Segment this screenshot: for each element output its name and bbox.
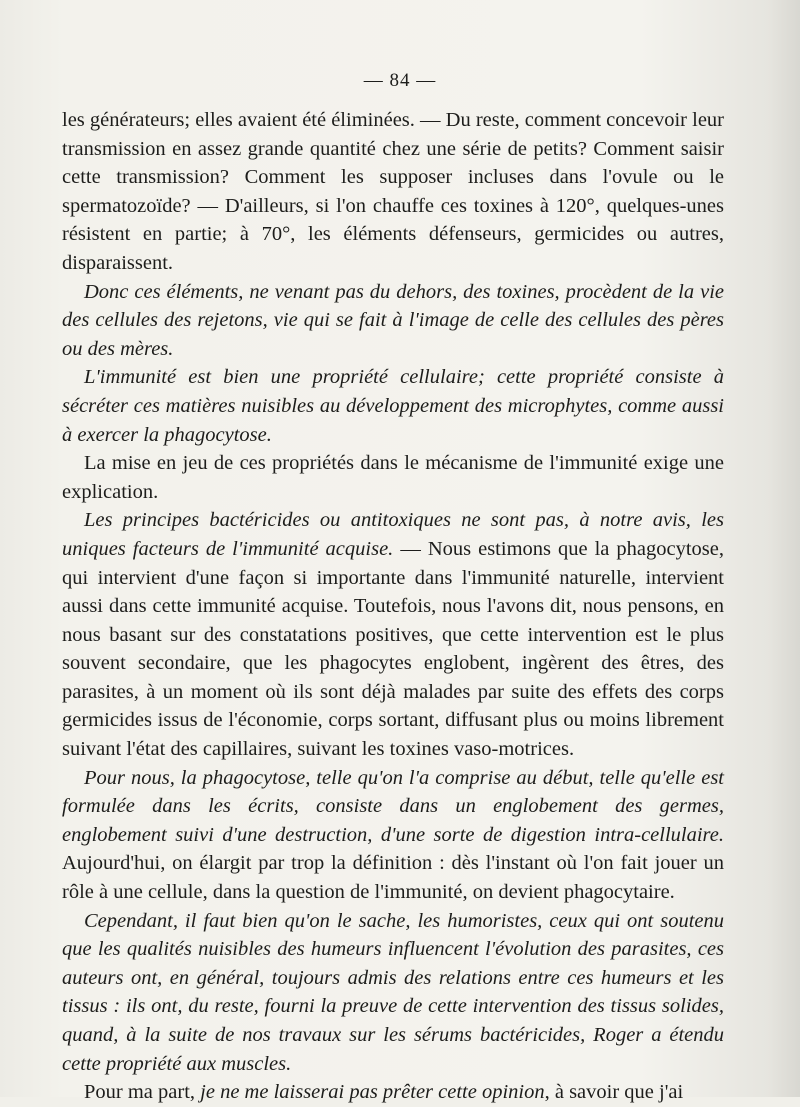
text-segment: les générateurs; elles avaient été éliminées. — Du reste, comment concevoir leur transmission en assez grande quantité chez une série de petits? Comment saisir cette transmission? Comment les supposer incluses dans l'ovule ou le spermatozoïde? — D'ailleurs, si l'on chauffe ces toxines à 120°, quelques-unes résistent en partie; à 70°, les éléments défenseurs, germicides ou autres, disparaissent. [62, 109, 724, 274]
page-number: — 84 — [363, 70, 437, 91]
text-segment: — Nous estimons que la phagocytose, qui intervient d'une façon si importante dans l'immunité naturelle, intervient aussi dans cette immunité acquise. Toutefois, nous l'avons dit, nous pensons, en nous basant sur des constatations positives, que cette intervention est le plus souvent secondaire, que les phagocytes englobent, ingèrent des êtres, des parasites, à un moment où ils sont déjà malades par suite des effets des corps germicides issus de l'économie, corps sortant, diffusant plus ou moins librement suivant l'état des capillaires, suivant les toxines vaso-motrices. [62, 537, 724, 761]
italic-text-segment: Pour nous, la phagocytose, telle qu'on l'a comprise au début, telle qu'elle est formulée dans les écrits, consiste dans un englobement des germes, englobement suivi d'une destruction, d'une sorte de digestion intra-cellulaire. [62, 766, 724, 846]
paragraph [62, 907, 724, 1079]
text-segment: La mise en jeu de ces propriétés dans le mécanisme de l'immunité exige une explication. [62, 452, 724, 503]
italic-text-segment: Cependant, il faut bien qu'on le sache, les humoristes, ceux qui ont soutenu que les qualités nuisibles des humeurs influencent l'évolution des parasites, ces auteurs ont, en général, toujours admis des relations entre ces humeurs et les tissus : ils ont, du reste, fourni la preuve de cette intervention des tissus solides, quand, à la suite de nos travaux sur les sérums bactéricides, Roger a étendu cette propriété aux muscles. [62, 909, 724, 1075]
paragraph [62, 449, 724, 506]
paragraph [62, 1078, 724, 1107]
italic-text-segment: je ne me laisserai pas prêter cette opinion [200, 1081, 545, 1104]
italic-text-segment: Les principes bactéricides ou antitoxiques ne sont pas, à notre avis, les uniques facteurs de l'immunité acquise. [62, 509, 724, 560]
text-segment: Pour ma part, [84, 1081, 201, 1104]
text-segment: Aujourd'hui, on élargit par trop la définition : dès l'instant où l'on fait jouer un rôle à une cellule, dans la question de l'immunité, on devient phagocytaire. [62, 852, 724, 904]
italic-text-segment: L'immunité est bien une propriété cellulaire; cette propriété consiste à sécréter ces matières nuisibles au développement des microphytes, comme aussi à exercer la phagocytose. [62, 366, 724, 446]
text-segment: , à savoir que j'ai [544, 1081, 684, 1104]
page-body [62, 106, 724, 1107]
paragraph [62, 363, 724, 449]
paragraph [62, 506, 724, 763]
paragraph [62, 106, 724, 278]
paragraph [62, 764, 724, 907]
paragraph [62, 278, 724, 364]
italic-text-segment: Donc ces éléments, ne venant pas du dehors, des toxines, procèdent de la vie des cellules des rejetons, vie qui se fait à l'image de celle des cellules des pères ou des mères. [62, 280, 724, 360]
